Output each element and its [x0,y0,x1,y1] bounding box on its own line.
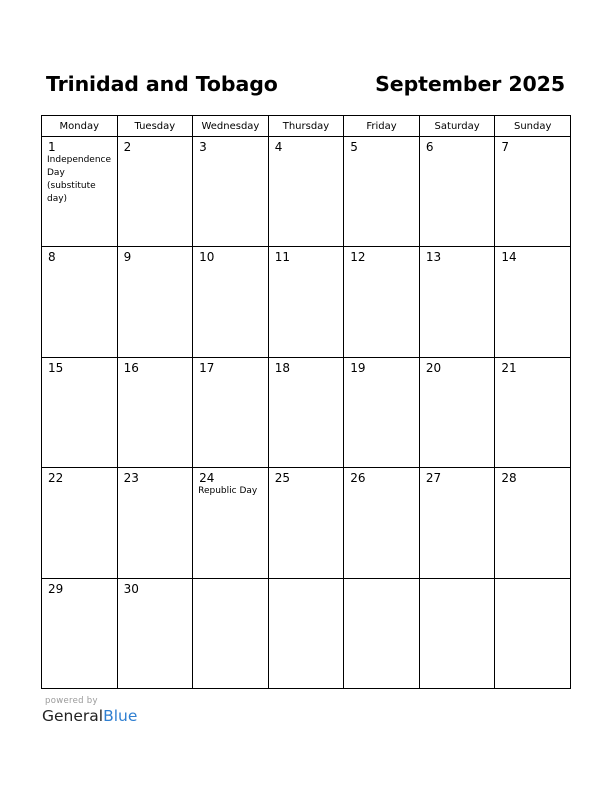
day-number: 26 [350,471,366,486]
day-number: 24 [199,471,215,486]
day-cell [268,578,344,688]
day-number: 15 [48,360,64,375]
day-cell [42,468,118,578]
day-number: 6 [425,140,434,154]
day-cell [268,468,344,578]
day-cell [117,247,193,357]
day-number: 23 [123,471,139,486]
week-row [42,578,571,688]
day-number: 8 [48,250,56,265]
day-number: 29 [48,581,64,596]
logo-blue-text: Blue [103,707,138,725]
day-number: 28 [501,471,517,486]
day-cell [419,578,495,688]
country-title: Trinidad and Tobago [46,72,278,96]
day-cell [268,137,344,247]
weekday-friday: Friday [344,116,420,137]
day-number: 12 [350,250,366,265]
day-cell [344,578,420,688]
day-cell [42,578,118,688]
weekday-wednesday: Wednesday [193,116,269,137]
weekday-saturday: Saturday [419,116,495,137]
day-number: 19 [350,360,366,375]
day-cell [344,357,420,467]
day-cell [495,578,571,688]
logo-general-text: General [42,707,104,725]
weekday-monday: Monday [42,116,118,137]
day-number: 16 [123,360,139,375]
weekday-thursday: Thursday [268,116,344,137]
generalblue-branding [42,696,137,725]
day-cell [495,468,571,578]
week-row [42,137,571,247]
day-number: 17 [199,360,215,375]
day-number: 22 [48,471,64,486]
day-cell [117,578,193,688]
day-number: 30 [123,581,139,596]
day-cell [193,578,269,688]
weekday-header-row [42,116,571,137]
day-number: 3 [199,140,207,154]
day-cell [117,137,193,247]
holiday-label: Republic Day [198,486,258,497]
day-cell [42,137,118,247]
day-cell [419,357,495,467]
day-number: 14 [501,250,517,265]
day-cell [495,137,571,247]
day-cell [117,468,193,578]
day-cell [193,247,269,357]
day-cell [419,137,495,247]
weekday-tuesday: Tuesday [117,116,193,137]
day-cell [268,357,344,467]
day-number: 25 [274,471,290,486]
week-row [42,247,571,357]
day-number: 20 [425,360,442,375]
day-number: 27 [425,471,442,486]
day-cell [344,137,420,247]
calendar-body [42,137,571,689]
day-cell [117,357,193,467]
day-cell [495,247,571,357]
day-number: 9 [123,250,132,265]
day-number: 4 [274,140,283,154]
day-number: 18 [274,360,290,375]
week-row [42,357,571,467]
day-number: 11 [274,250,290,265]
day-cell [344,468,420,578]
day-cell [495,357,571,467]
day-cell [344,247,420,357]
day-number: 21 [501,360,517,375]
day-cell [419,468,495,578]
day-number: 5 [350,140,358,154]
generalblue-logo [42,707,137,725]
powered-by-text: powered by [45,696,98,706]
month-year-title: September 2025 [375,72,565,96]
day-number: 10 [199,250,215,265]
weekday-sunday: Sunday [495,116,571,137]
holiday-label: Independence Day (substitute day) [47,155,112,204]
day-cell [193,468,269,578]
day-number: 13 [425,250,442,265]
day-number: 7 [501,140,510,154]
week-row [42,468,571,578]
day-cell [268,247,344,357]
day-cell [193,137,269,247]
calendar-grid [41,115,571,689]
day-cell [42,247,118,357]
day-number: 1 [48,140,56,154]
day-cell [42,357,118,467]
day-cell [193,357,269,467]
day-cell [419,247,495,357]
day-number: 2 [123,140,132,154]
